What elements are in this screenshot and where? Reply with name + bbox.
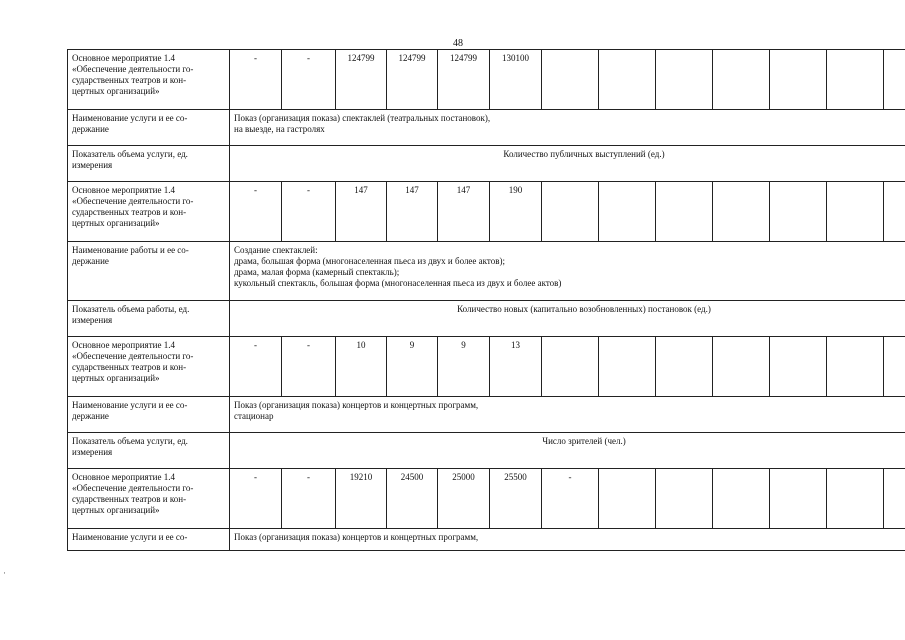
value-cell (884, 337, 905, 397)
value-cell (884, 182, 905, 242)
description-text: Показ (организация показа) спектаклей (театральных постановок), на выезде, на гастролях (230, 110, 905, 146)
value-cell (770, 337, 827, 397)
value-cell (827, 337, 884, 397)
table-row (68, 301, 905, 337)
value-cell (599, 337, 656, 397)
value-cell: - (230, 337, 282, 397)
page-number: 48 (453, 38, 463, 49)
value-cell (713, 337, 770, 397)
value-cell: 13 (490, 337, 542, 397)
table-row (68, 146, 905, 182)
value-cell: 24500 (387, 469, 438, 529)
value-cell: 25000 (438, 469, 490, 529)
table-row (68, 397, 905, 433)
value-cell: - (282, 50, 336, 110)
value-cell (713, 469, 770, 529)
value-cell (542, 337, 599, 397)
indicator-text: Количество публичных выступлений (ед.) (230, 146, 905, 182)
value-cell: 190 (490, 182, 542, 242)
row-label: Наименование услуги и ее со- держание (68, 110, 230, 146)
value-cell: - (230, 50, 282, 110)
value-cell (770, 50, 827, 110)
value-cell: 147 (336, 182, 387, 242)
row-label: Показатель объема работы, ед. измерения (68, 301, 230, 337)
value-cell: 130100 (490, 50, 542, 110)
table-row (68, 433, 905, 469)
value-cell (827, 182, 884, 242)
description-text: Показ (организация показа) концертов и концертных программ, стационар (230, 397, 905, 433)
value-cell (656, 50, 713, 110)
row-label: Основное мероприятие 1.4 «Обеспечение деятельности го- сударственных театров и кон- цертных организаций» (68, 182, 230, 242)
row-label: Наименование работы и ее со- держание (68, 242, 230, 301)
row-label: Наименование услуги и ее со- (68, 529, 230, 551)
value-cell: 19210 (336, 469, 387, 529)
value-cell: 147 (387, 182, 438, 242)
value-cell (770, 182, 827, 242)
table-row (68, 242, 905, 301)
value-cell (599, 182, 656, 242)
table-row (68, 469, 905, 529)
description-text: Создание спектаклей: драма, большая форма (многонаселенная пьеса из двух и более актов); драма, малая форма (камерный спектакль); кукольный спектакль, большая форма (многонаселенная пьеса из двух и более актов) (230, 242, 905, 301)
table-row (68, 337, 905, 397)
row-label: Основное мероприятие 1.4 «Обеспечение деятельности го- сударственных театров и кон- цертных организаций» (68, 50, 230, 110)
value-cell (827, 469, 884, 529)
value-cell (884, 469, 905, 529)
value-cell (542, 50, 599, 110)
value-cell (599, 50, 656, 110)
value-cell (542, 182, 599, 242)
indicator-text: Количество новых (капитально возобновленных) постановок (ед.) (230, 301, 905, 337)
value-cell (713, 182, 770, 242)
indicator-text: Число зрителей (чел.) (230, 433, 905, 469)
table-row (68, 529, 905, 551)
value-cell (770, 469, 827, 529)
value-cell (827, 50, 884, 110)
value-cell: - (282, 337, 336, 397)
margin-mark: · (3, 568, 6, 578)
table-row (68, 182, 905, 242)
row-label: Показатель объема услуги, ед. измерения (68, 146, 230, 182)
value-cell: 124799 (336, 50, 387, 110)
row-label: Наименование услуги и ее со- держание (68, 397, 230, 433)
value-cell: 147 (438, 182, 490, 242)
value-cell (656, 469, 713, 529)
value-cell: - (282, 469, 336, 529)
value-cell: - (282, 182, 336, 242)
value-cell (599, 469, 656, 529)
row-label: Основное мероприятие 1.4 «Обеспечение деятельности го- сударственных театров и кон- цертных организаций» (68, 469, 230, 529)
value-cell: 9 (387, 337, 438, 397)
value-cell: - (542, 469, 599, 529)
value-cell: - (230, 469, 282, 529)
value-cell: 25500 (490, 469, 542, 529)
table-row (68, 110, 905, 146)
value-cell: - (230, 182, 282, 242)
value-cell (713, 50, 770, 110)
value-cell: 10 (336, 337, 387, 397)
row-label: Основное мероприятие 1.4 «Обеспечение деятельности го- сударственных театров и кон- цертных организаций» (68, 337, 230, 397)
value-cell: 124799 (387, 50, 438, 110)
value-cell: 9 (438, 337, 490, 397)
row-label: Показатель объема услуги, ед. измерения (68, 433, 230, 469)
value-cell (656, 337, 713, 397)
program-table (67, 49, 905, 551)
value-cell (656, 182, 713, 242)
description-text: Показ (организация показа) концертов и концертных программ, (230, 529, 905, 551)
table-row (68, 50, 905, 110)
value-cell (884, 50, 905, 110)
value-cell: 124799 (438, 50, 490, 110)
